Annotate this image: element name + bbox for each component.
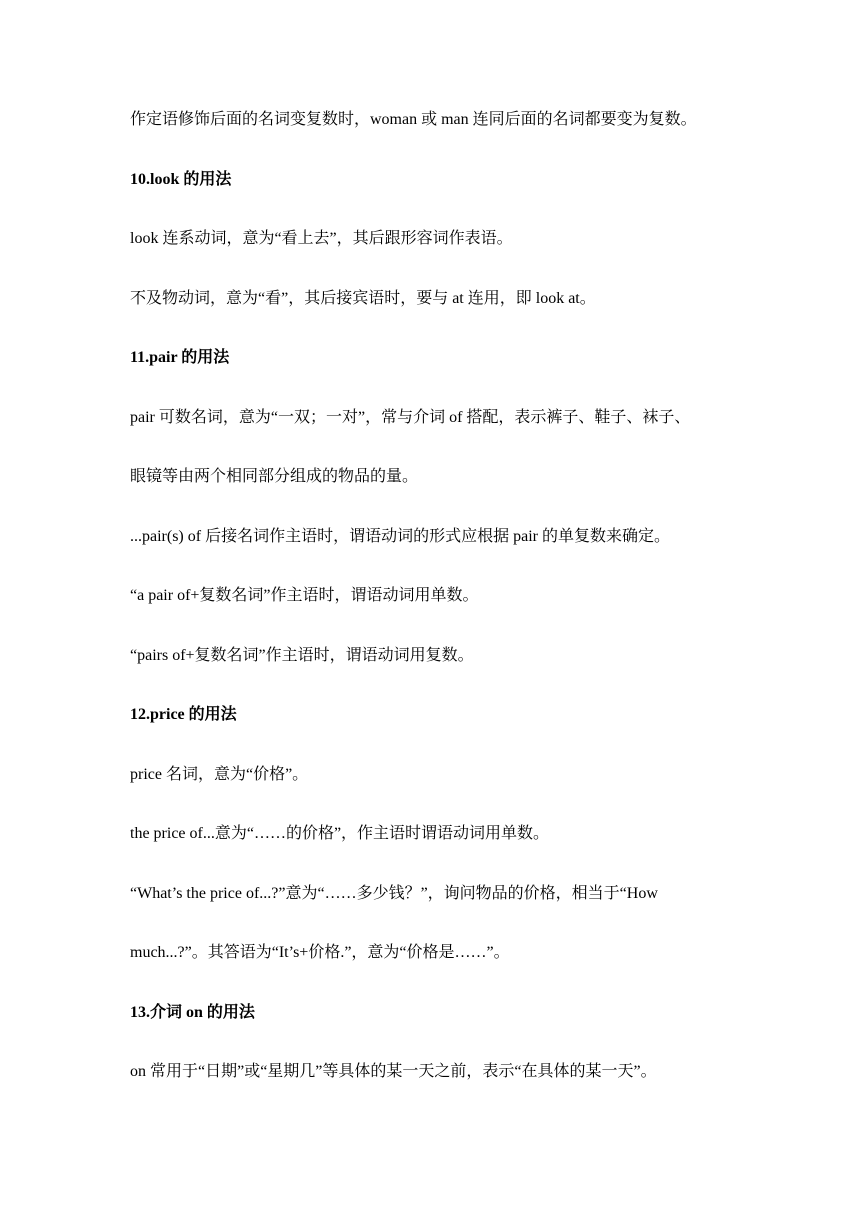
body-line: the price of...意为“……的价格”，作主语时谓语动词用单数。 [130, 825, 550, 842]
body-line: “pairs of+复数名词”作主语时，谓语动词用复数。 [130, 647, 474, 664]
body-line: 眼镜等由两个相同部分组成的物品的量。 [130, 468, 419, 485]
body-line: 作定语修饰后面的名词变复数时，woman 或 man 连同后面的名词都要变为复数。 [130, 111, 697, 128]
body-line: look 连系动词，意为“看上去”，其后跟形容词作表语。 [130, 230, 513, 247]
section-heading-on: 13.介词 on 的用法 [130, 1004, 255, 1021]
body-line: price 名词，意为“价格”。 [130, 766, 309, 783]
body-line: “What’s the price of...?”意为“……多少钱？”，询问物品的价格，相当于“How [130, 885, 658, 902]
body-line: on 常用于“日期”或“星期几”等具体的某一天之前，表示“在具体的某一天”。 [130, 1063, 657, 1080]
body-line: ...pair(s) of 后接名词作主语时，谓语动词的形式应根据 pair 的单复数来确定。 [130, 528, 670, 545]
body-line: pair 可数名词，意为“一双；一对”，常与介词 of 搭配，表示裤子、鞋子、袜子、 [130, 409, 691, 426]
section-heading-pair: 11.pair 的用法 [130, 349, 230, 366]
body-line: “a pair of+复数名词”作主语时，谓语动词用单数。 [130, 587, 479, 604]
body-line: much...?”。其答语为“It’s+价格.”，意为“价格是……”。 [130, 944, 510, 961]
section-heading-look: 10.look 的用法 [130, 171, 232, 188]
body-line: 不及物动词，意为“看”，其后接宾语时，要与 at 连用，即 look at。 [130, 290, 596, 307]
section-heading-price: 12.price 的用法 [130, 706, 237, 723]
